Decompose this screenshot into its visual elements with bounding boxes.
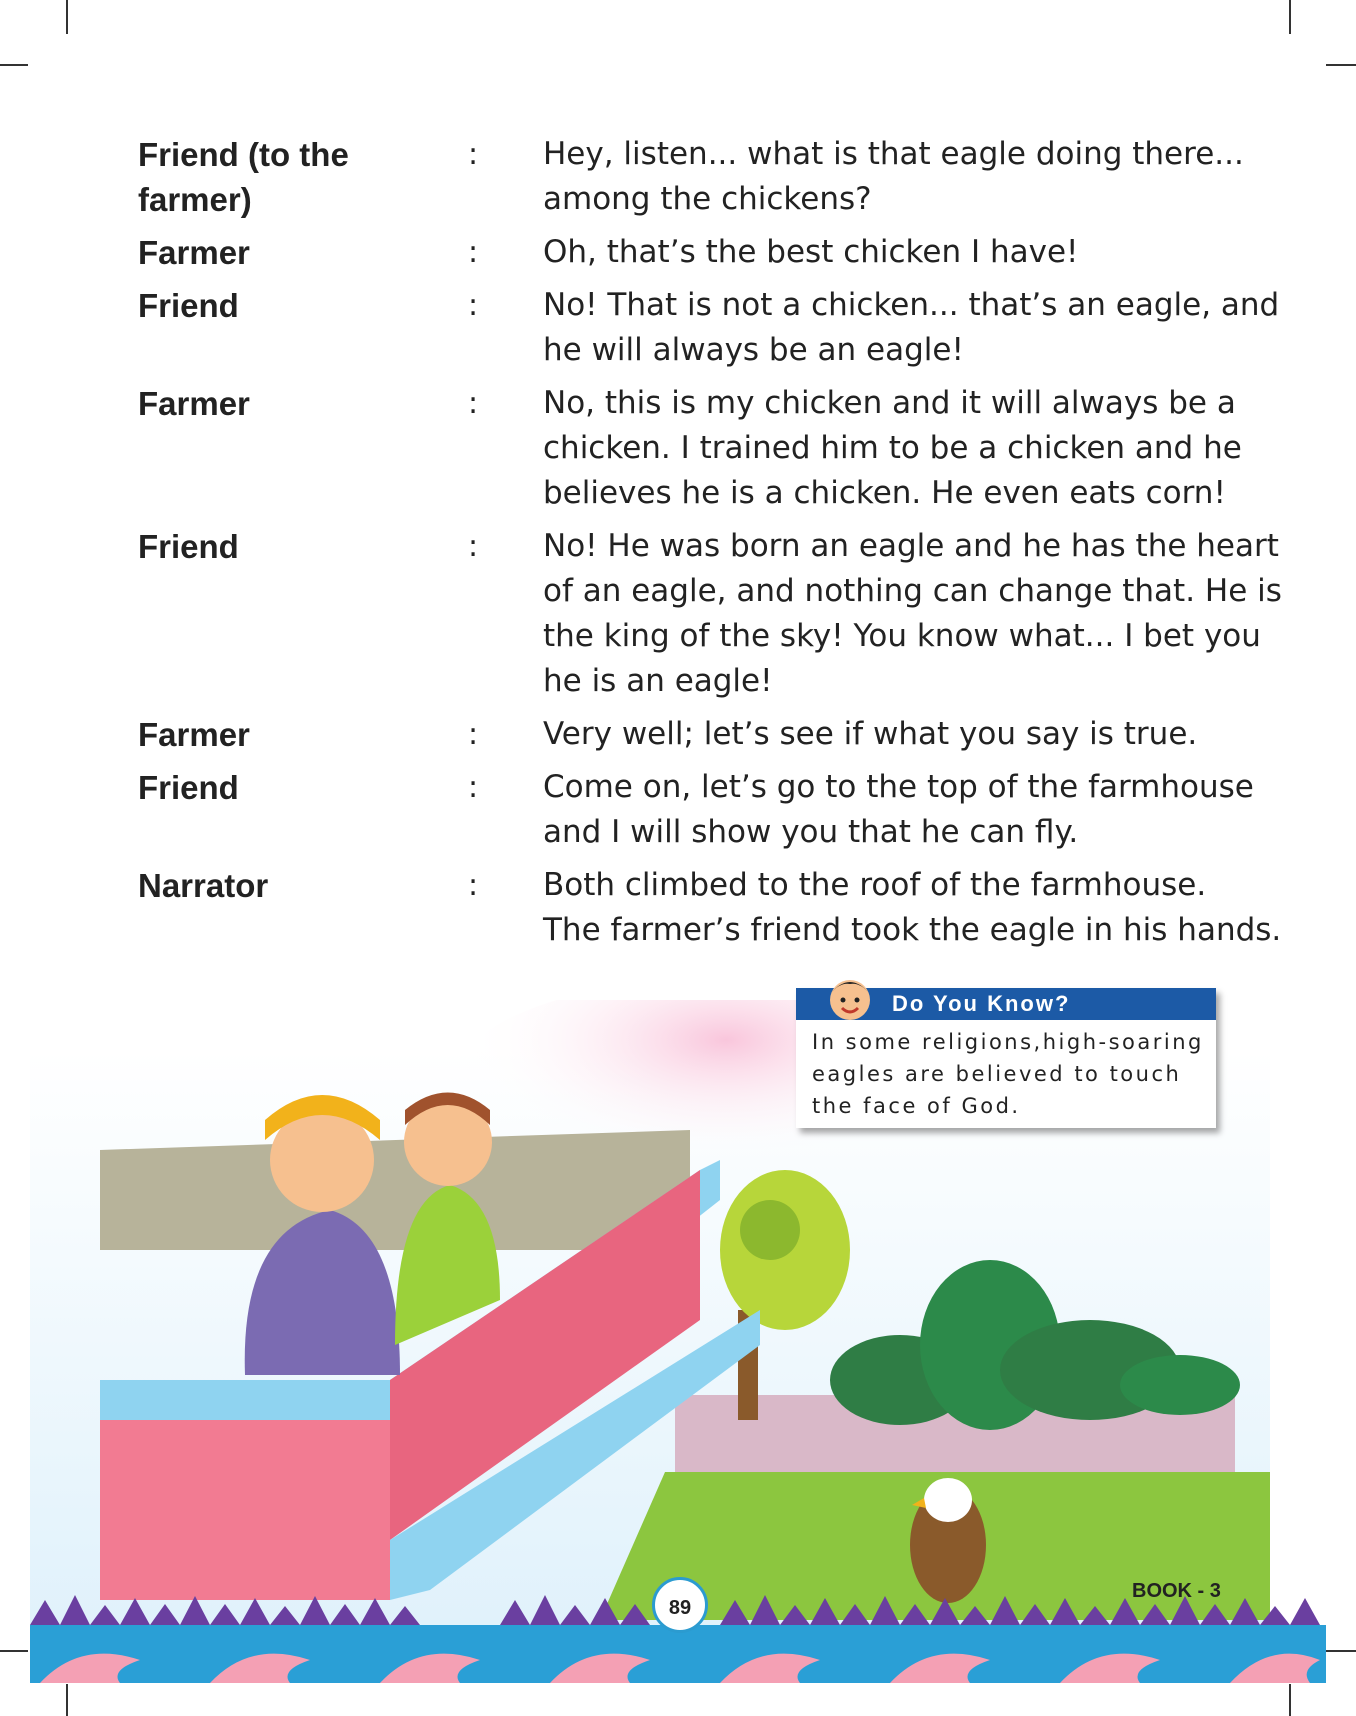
dialogue-line: Very well; let’s see if what you say is true.: [543, 716, 1198, 752]
dialogue-line: Come on, let’s go to the top of the farmhouse: [543, 769, 1254, 805]
kid-mascot-icon: [820, 962, 880, 1032]
crop-mark: [66, 0, 68, 34]
back-wall: [100, 1130, 690, 1250]
speaker-name: Friend: [138, 528, 239, 565]
dialogue-text: [543, 230, 1223, 275]
dialogue-line: Hey, listen... what is that eagle doing there...: [543, 136, 1244, 172]
dialogue-line: believes he is a chicken. He even eats corn!: [543, 475, 1226, 511]
speaker-name: Friend: [138, 769, 239, 806]
book-label: BOOK - 3: [1132, 1580, 1221, 1602]
dialogue-line: chicken. I trained him to be a chicken and he: [543, 430, 1242, 466]
colon-separator: :: [468, 770, 479, 805]
dialogue-line: No! That is not a chicken... that’s an eagle, and: [543, 287, 1280, 323]
speaker-name: Friend (to the farmer): [138, 136, 349, 218]
crop-mark: [0, 64, 28, 66]
crop-mark: [1289, 0, 1291, 34]
roof-wall-front: [100, 1420, 390, 1600]
dialogue-text: [543, 863, 1282, 953]
dialogue-line: he is an eagle!: [543, 663, 773, 699]
speaker-name: Farmer: [138, 234, 250, 271]
do-you-know-text: [796, 1020, 1216, 1122]
dialogue-line: Both climbed to the roof of the farmhouse.: [543, 867, 1207, 903]
dialogue-line: Oh, that’s the best chicken I have!: [543, 234, 1079, 270]
speaker-name: Friend: [138, 287, 239, 324]
colon-separator: :: [468, 717, 479, 752]
colon-separator: :: [468, 235, 479, 270]
colon-separator: :: [468, 288, 479, 323]
colon-separator: :: [468, 868, 479, 903]
crop-mark: [1326, 64, 1356, 66]
dialogue-row: [138, 712, 1238, 757]
colon-separator: :: [468, 386, 479, 421]
dialogue-text: [543, 283, 1280, 373]
dialogue-line: No, this is my chicken and it will always be a: [543, 385, 1236, 421]
dialogue-line: the king of the sky! You know what... I bet you: [543, 618, 1261, 654]
dialogue-text: [543, 524, 1282, 704]
dialogue-row: [138, 381, 1242, 516]
dialogue-line: of an eagle, and nothing can change that. He is: [543, 573, 1282, 609]
speaker-name: Narrator: [138, 867, 269, 904]
dialogue-row: [138, 524, 1282, 704]
dialogue-row: [138, 230, 1238, 275]
dialogue-line: and I will show you that he can fly.: [543, 814, 1079, 850]
dialogue-text: [543, 765, 1254, 855]
do-you-know-title: Do You Know?: [796, 988, 1216, 1020]
colon-separator: :: [468, 137, 479, 172]
dialogue-text: [543, 132, 1244, 222]
page-number: 89: [652, 1577, 708, 1633]
play-dialogue: [138, 132, 1282, 961]
dialogue-text: [543, 381, 1242, 516]
speaker-name: Farmer: [138, 716, 250, 753]
dialogue-row: [138, 765, 1254, 855]
dialogue-row: [138, 132, 1244, 222]
dialogue-row: [138, 283, 1280, 373]
do-you-know-line: In some religions,high-soaring: [812, 1030, 1204, 1054]
speaker-name: Farmer: [138, 385, 250, 422]
colon-separator: :: [468, 529, 479, 564]
dialogue-line: The farmer’s friend took the eagle in his hands.: [543, 912, 1282, 948]
do-you-know-line: the face of God.: [812, 1094, 1021, 1118]
dialogue-line: he will always be an eagle!: [543, 332, 964, 368]
dialogue-line: among the chickens?: [543, 181, 872, 217]
dialogue-text: [543, 712, 1223, 757]
dialogue-row: [138, 863, 1282, 953]
dialogue-line: No! He was born an eagle and he has the heart: [543, 528, 1279, 564]
do-you-know-line: eagles are believed to touch: [812, 1062, 1182, 1086]
